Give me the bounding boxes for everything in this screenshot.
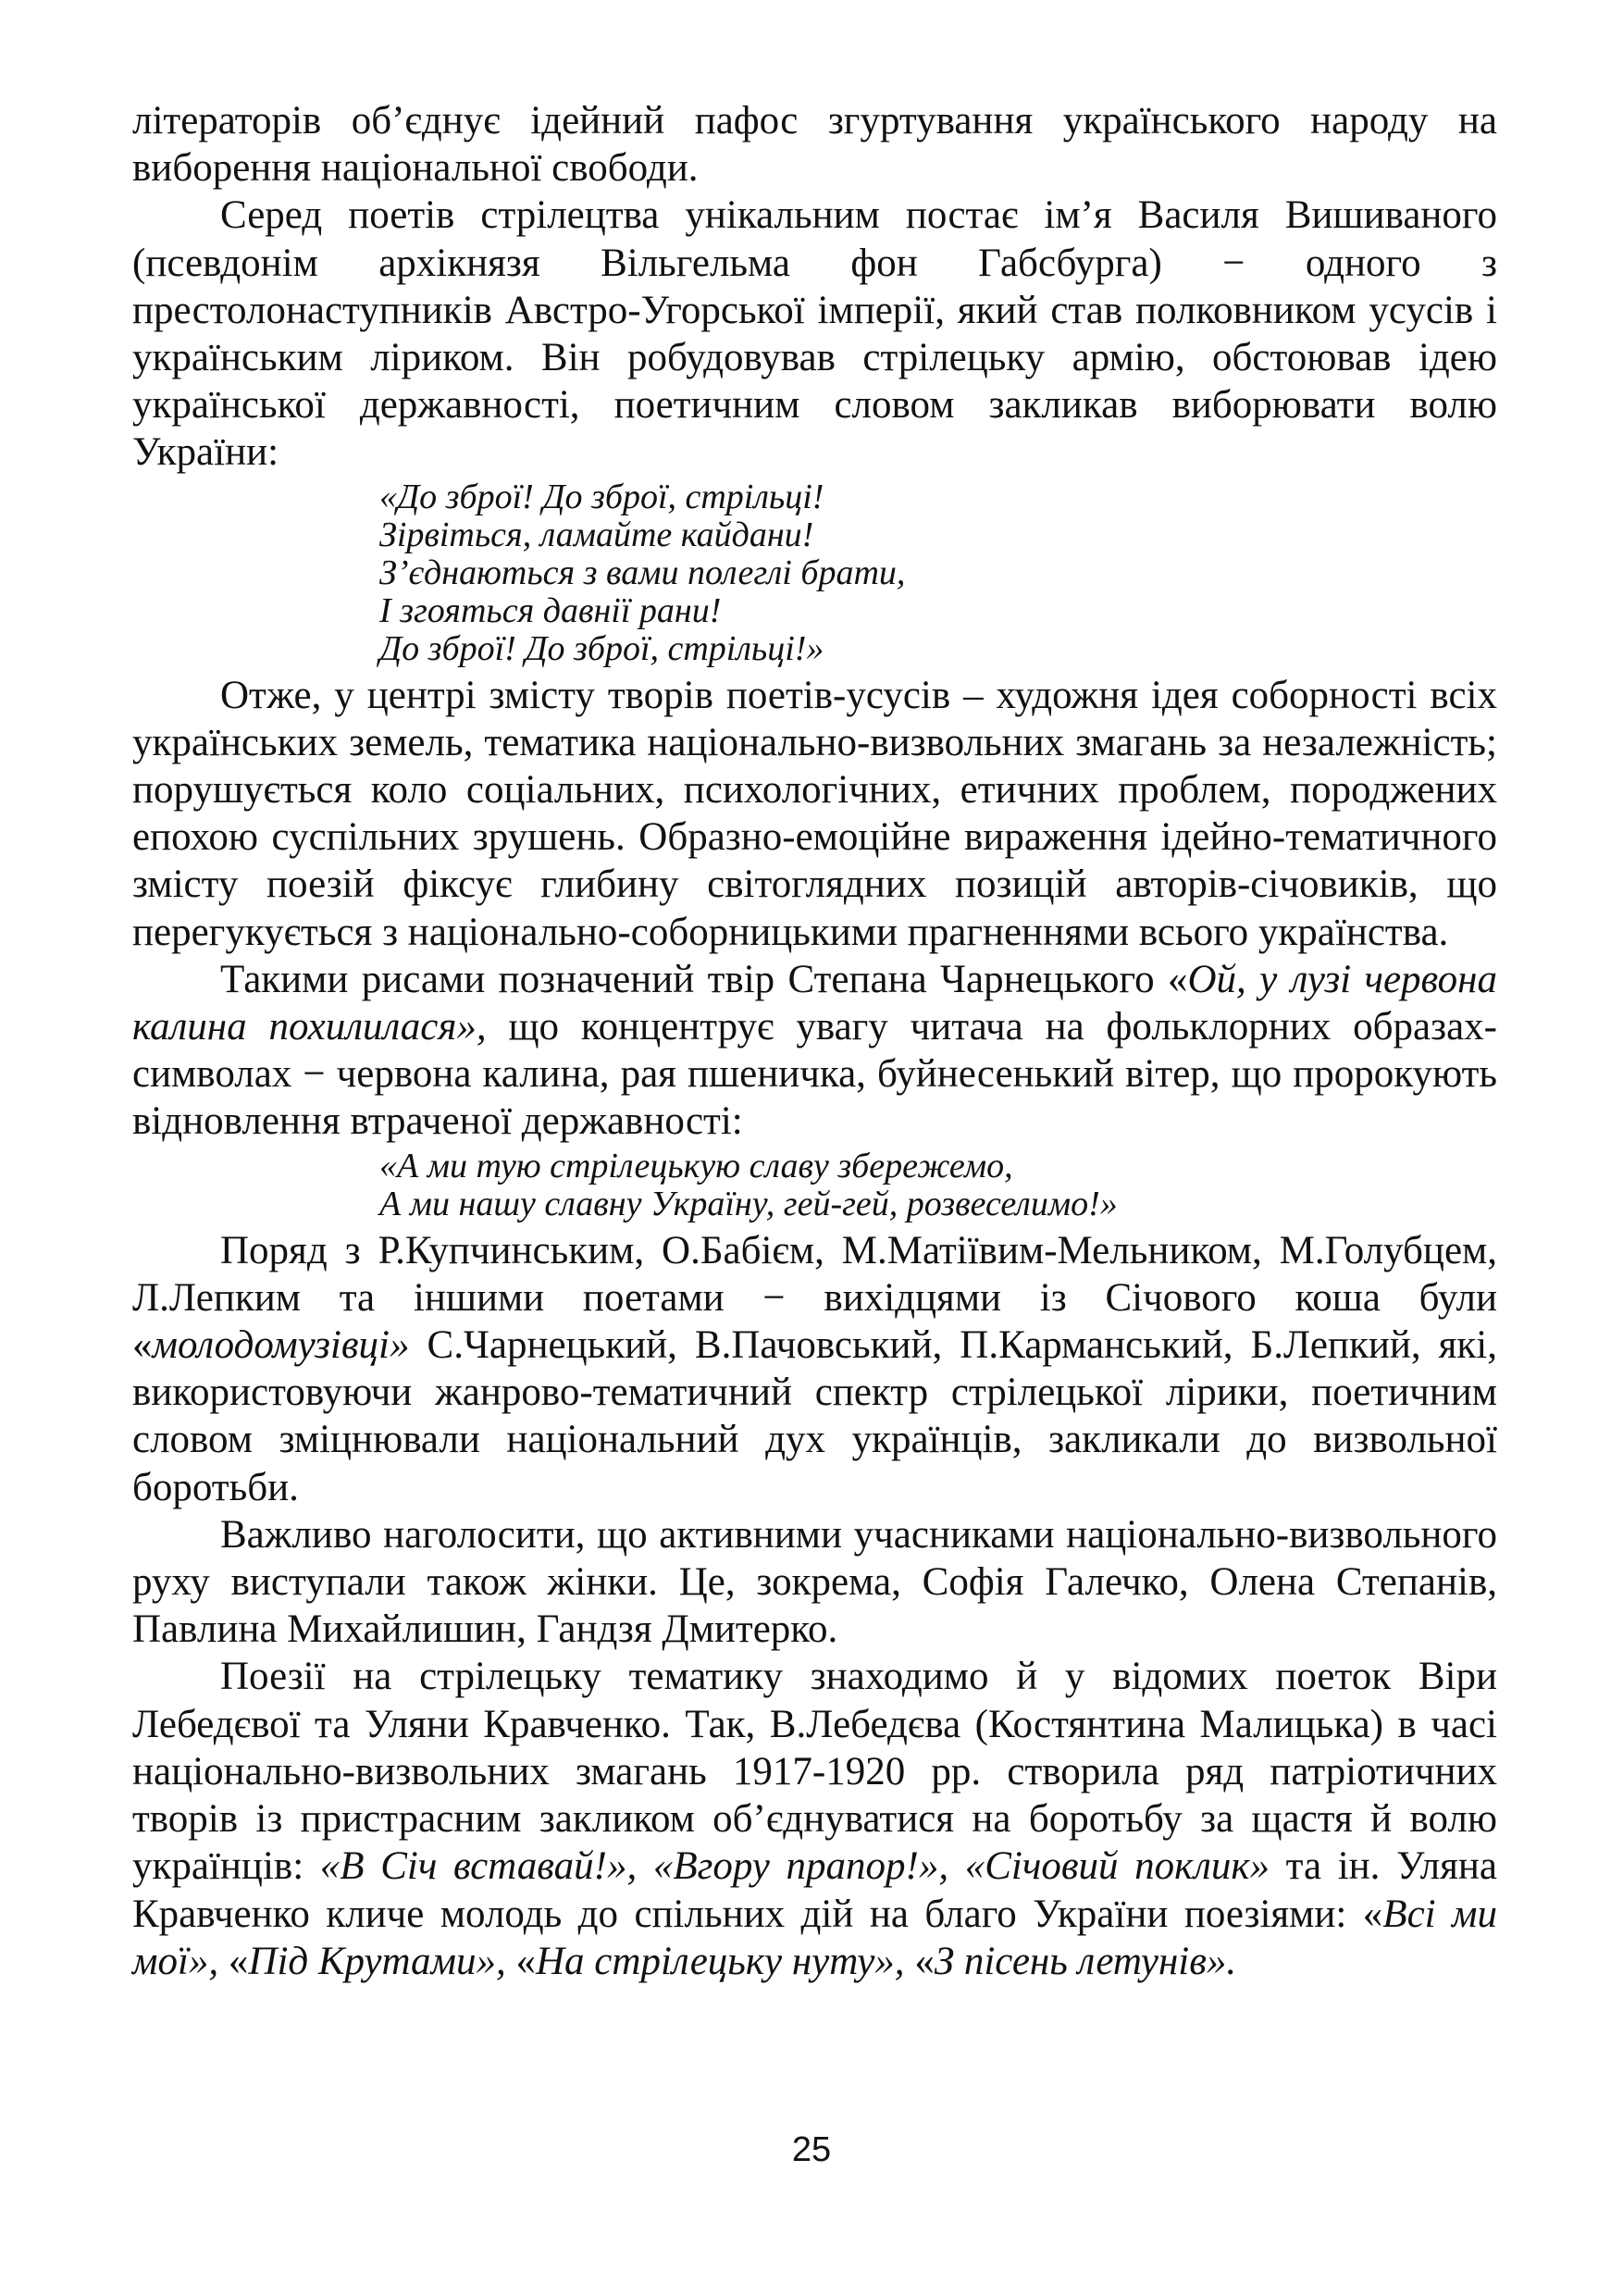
work-title: З пісень летунів».: [934, 1939, 1237, 1983]
verse-line: «До зброї! До зброї, стрільці!: [379, 477, 824, 516]
group-name: молодомузівці»: [152, 1323, 410, 1368]
paragraph-sobornist: Отже, у центрі змісту творів поетів-усусів – художня ідея соборності всіх українських земель, тематика національно-визвольних змагань за незалежність; порушується коло соціальних, психологічних, етичних проблем, породжених епохою суспільних зрушень. Образно-емоційне вираження ідейно-тематичного змісту поезій фіксує глибину світоглядних позицій авторів-січовиків, що перегукується з національно-соборницькими прагненнями всього українства.: [132, 673, 1497, 954]
paragraph-molodomuzivtsi: [132, 1227, 1497, 1511]
paragraph-continuation: літераторів об’єднує ідейний пафос згуртування українського народу на виборення національної свободи.: [132, 99, 1497, 191]
paragraph-poetesses: [132, 1653, 1497, 1984]
text-run: «: [505, 1939, 536, 1983]
verse-line: А ми нашу славну Україну, гей-гей, розвеселимо!»: [379, 1184, 1118, 1223]
paragraph-women: Важливо наголосити, що активними учасниками національно-визвольного руху виступали також жінки. Це, зокрема, Софія Галечко, Олена Степанів, Павлина Михайлишин, Гандзя Дмитерко.: [132, 1512, 1497, 1652]
text-run: «: [904, 1939, 935, 1983]
page-number: 25: [791, 2130, 832, 2169]
text-run: Поезії на стрілецьку тематику знаходимо й у відомих поеток Віри Лебедєвої та Уляни Кравченко. Так, В.Лебедєва (Костянтина Малицька) в часі національно-визвольних змагань 1917-1920 рр. створила ряд патріотичних творів із пристрасним закликом об’єднуватися на боротьбу за щастя й волю українців:: [132, 1655, 1497, 1889]
text-run: що концентрує увагу читача на фольклорних образах-символах − червона калина, рая пшеничка, буйнесенький вітер, що пророкують відновлення втраченої державності:: [132, 1005, 1497, 1144]
text-run: Поряд з Р.Купчинським, О.Бабієм, М.Матіївим-Мельником, М.Голубцем, Л.Лепким та іншими поетами − вихідцями із Січового коша були «: [132, 1228, 1497, 1368]
verse-striletska-slava: [379, 1148, 1497, 1223]
text-run: «: [218, 1939, 249, 1983]
text-run: Такими рисами позначений твір Степана Чарнецького «: [220, 957, 1188, 1001]
verse-line: Зірвіться, ламайте кайдани!: [379, 515, 814, 554]
verse-line: «А ми тую стрілецькую славу збережемо,: [379, 1146, 1013, 1185]
verse-do-zbroi: [379, 478, 1497, 668]
verse-line: До зброї! До зброї, стрільці!»: [379, 628, 824, 668]
text-run: та ін. Уляна Кравченко кличе молодь до спільних дій на благо України поезіями: «: [132, 1844, 1497, 1936]
text-run: С.Чарнецький, В.Пачовський, П.Карманський, Б.Лепкий, які, використовуючи жанрово-тематичний спектр стрілецької лірики, поетичним словом зміцнювали національний дух українців, закликали до визвольної боротьби.: [132, 1323, 1497, 1509]
verse-line: З’єднаються з вами полеглі брати,: [379, 552, 906, 592]
paragraph-charnetskyi: [132, 956, 1497, 1146]
work-title: На стрілецьку нуту»,: [536, 1939, 905, 1983]
verse-line: І згояться давнії рани!: [379, 590, 722, 630]
work-title: Ой, у лузі червона калина похилилася»,: [132, 957, 1497, 1049]
work-title: Всі ми мої»,: [132, 1892, 1497, 1983]
work-titles: «В Січ вставай!», «Вгору прапор!», «Січовий поклик»: [319, 1844, 1270, 1889]
paragraph-vyshyvanyi: Серед поетів стрілецтва унікальним постає ім’я Василя Вишиваного (псевдонім архікнязя Вільгельма фон Габсбурга) − одного з престолонаступників Австро-Угорської імперії, який став полковником усусів і українським ліриком. Він робудовував стрілецьку армію, обстоював ідею української державності, поетичним словом закликав виборювати волю України:: [132, 193, 1497, 475]
work-title: Під Крутами»,: [248, 1939, 506, 1983]
